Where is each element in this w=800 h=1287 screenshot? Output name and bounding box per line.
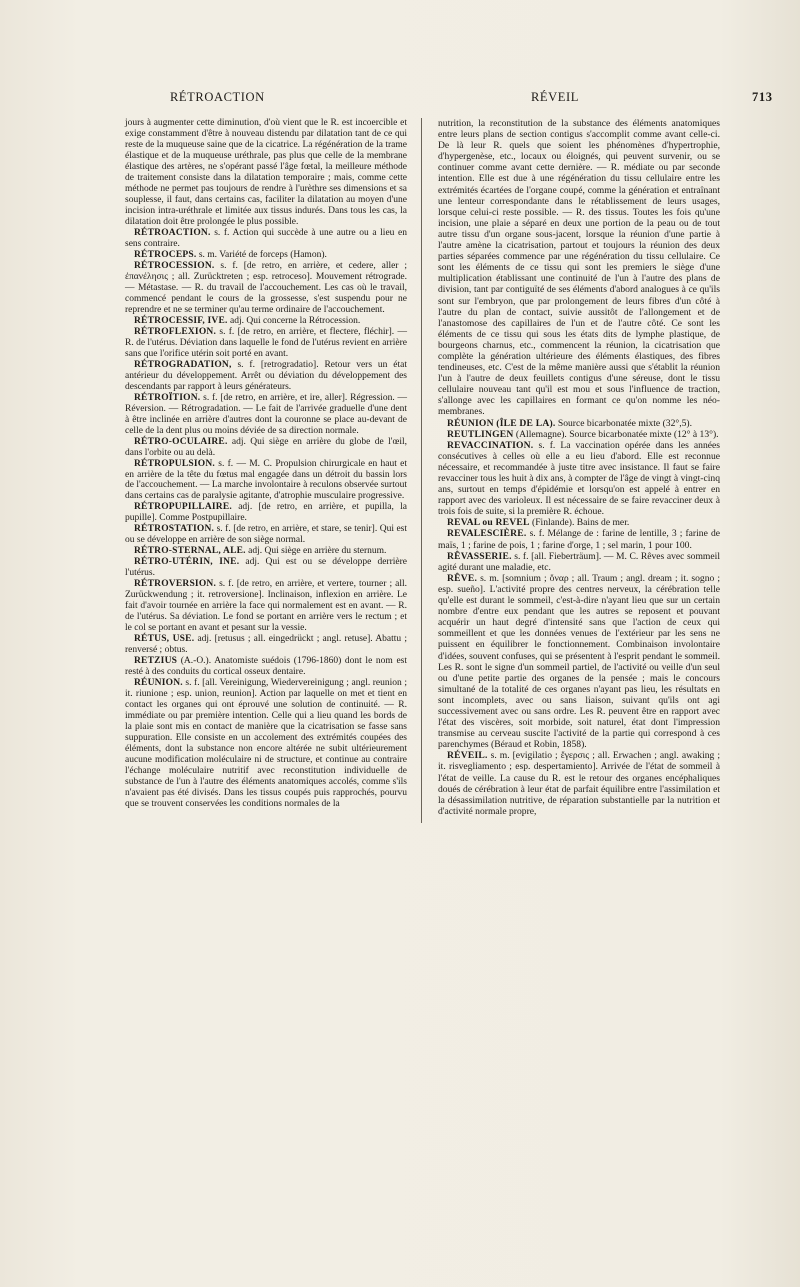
entry-text: s. f. [de retro, en arrière, et stare, se tenir]. Qui est ou se développe en arrière de son siège normal. [125, 524, 407, 546]
entry-text: s. f. [all. Fieberträum]. — M. C. Rêves avec sommeil agité durant une maladie, etc. [438, 550, 720, 573]
dictionary-entry [438, 517, 720, 528]
entry-headword: RÉUNION. [134, 678, 183, 689]
entry-headword: RETZIUS [134, 656, 178, 667]
entry-text: s. f. [retrogradatio]. Retour vers un état antérieur du développement. Arrêt ou déviation du développement des descendants par rapport à leurs générateurs. [125, 359, 407, 392]
dictionary-entry [125, 557, 407, 579]
dictionary-entry [438, 551, 720, 573]
entry-headword: RÉTROSTATION. [134, 524, 215, 535]
entry-headword: RÉTRO-OCULAIRE. [134, 436, 228, 447]
entry-headword: RÉVEIL. [447, 750, 488, 762]
entry-headword: RÉTROGRADATION, [134, 359, 232, 370]
dictionary-entry [438, 418, 720, 429]
dictionary-entry [125, 579, 407, 634]
entry-text: s. m. Variété de forceps (Hamon). [196, 249, 327, 260]
running-head-right: RÉVEIL [531, 90, 580, 104]
entry-text: (A.-O.). Anatomiste suédois (1796-1860) dont le nom est resté à des conduits du cortical osseux dentaire. [125, 656, 407, 678]
entry-headword: RÉTRO-UTÉRIN, INE. [134, 557, 240, 568]
entry-text: s. m. [somnium ; ὄναρ ; all. Traum ; angl. dream ; it. sogno ; esp. sueño]. L'activité propre des centres nerveux, la cérébration telle qu'elle est durant le sommeil, c'est-à-dire n'ayant lieu que sur un certain nombre d'entre eux pendant que les autres se reposent et pouvant acquérir un haut degré d'intensité sans que l'action de ceux qui sommeillent et que les données venues de l'extérieur par les sens ne puissent en équilibrer le fonctionnement. Combinaison involontaire d'idées, souvent confuses, qui se présentent à l'esprit pendant le sommeil. Les R. sont le signe d'un sommeil partiel, de l'activité ou veille d'un seul ou d'une petite partie des organes de la pensée ; mais le concours simultané de la totalité de ces organes n'ayant pas lieu, les résultats en sont incomplets, avec ou sans liaison, suivant qu'ils ont agi successivement avec ou sans ordre. Les R. peuvent être en rapport avec l'état des viscères, soit morbide, soit naturel, état dont l'impression transmise au cerveau suscite l'activité de la partie qui correspond à ces parenchymes (Béraud et Robin, 1858). [438, 572, 720, 751]
dictionary-entry [438, 440, 720, 518]
entry-text: Source bicarbonatée mixte (32°,5). [555, 417, 692, 429]
dictionary-entry [125, 393, 407, 437]
entry-text: adj. Qui siège en arrière du sternum. [245, 546, 387, 557]
entry-headword: REVALESCIÈRE. [447, 528, 527, 540]
entry-headword: RÉTROVERSION. [134, 579, 217, 590]
left-column [125, 118, 407, 810]
dictionary-entry [125, 502, 407, 524]
entry-text: s. f. Mélange de : farine de lentille, 3 ; farine de maïs, 1 ; farine de pois, 1 ; farine d'orge, 1 ; sel marin, 1 pour 100. [438, 528, 720, 551]
dictionary-entry [125, 546, 407, 557]
dictionary-entry [125, 261, 407, 316]
entry-headword: RÊVASSERIE. [447, 550, 512, 562]
entry-text: s. f. La vaccination opérée dans les années consécutives à celles où elle a eu lieu d'abord. Elle est reconnue nécessaire, et recommandée à juste titre avec insistance. Il faut se faire revacciner tous les huit à dix ans, à compter de l'âge de vingt à vingt-cinq ans, surtout en temps d'épidémie et lorsqu'on est appelé à entrer en rapport avec des varioleux. Il est nécessaire de se faire revacciner deux à trois fois de suite, si la première R. échoue. [438, 439, 720, 518]
entry-text: s. f. — M. C. Propulsion chirurgicale en haut et en arrière de la tête du fœtus mal engagée dans un détroit du bassin lors de l'accouchement. — La marche involontaire à reculons observée surtout dans certains cas de paralysie agitante, d'atrophie musculaire progressive. [125, 458, 407, 502]
entry-text: s. f. Action qui succède à une autre ou a lieu en sens contraire. [125, 227, 407, 249]
dictionary-entry [125, 524, 407, 546]
dictionary-entry [125, 634, 407, 656]
dictionary-entry [125, 437, 407, 459]
entry-headword: RÉTROCEPS. [134, 249, 197, 260]
entry-headword: RÉTROPULSION. [134, 458, 215, 469]
entry-headword: RÉTROCESSION. [134, 260, 215, 271]
dictionary-entry [438, 750, 720, 817]
entry-text: s. f. [de retro, en arrière, et vertere, tourner ; all. Zurückwendung ; it. retroversione]. Inclinaison, inflexion en arrière. Le fait d'avoir tournée en arrière la face qui normalement est en avant. — R. de l'utérus. Sa déviation. Le fond se portant en arrière vers le rectum ; et le col se portant en avant et pesant sur la vessie. [125, 579, 407, 634]
dictionary-entry [125, 360, 407, 393]
dictionary-entry [125, 459, 407, 503]
entry-text: jours à augmenter cette diminution, d'où vient que le R. est incoercible et exige constamment d'être à nouveau distendu par dilatation tant de ce qui reste de la muqueuse saine que de la cicatrice. La régénération de la trame élastique et de la muqueuse uréthrale, pas plus que celle de la membrane élastique des artères, ne s'opérant passé l'âge fœtal, la meilleure méthode de traitement consiste dans la dilatation temporaire ; mais, comme cette méthode ne permet pas toujours de rendre à l'urèthre ses dimensions et sa souplesse, il faut, dans certains cas, faciliter la dilatation au moyen d'une incision intra-uréthrale et limitée aux tissus indurés. Dans tous les cas, la dilatation doit être prolongée le plus possible. [125, 118, 407, 227]
page-number: 713 [752, 90, 773, 104]
dictionary-entry [438, 528, 720, 550]
dictionary-entry [125, 228, 407, 250]
entry-text: adj. Qui est ou se développe derrière l'utérus. [125, 557, 407, 579]
entry-headword: RÉTROCESSIF, IVE. [134, 315, 228, 326]
entry-headword: RÉTROPUPILLAIRE. [134, 502, 232, 513]
entry-text: s. f. [de retro, en arrière, et cedere, aller ; ἐπανέλησις ; all. Zurücktreten ; esp. retroceso]. Mouvement rétrograde. — Métastase. — R. du travail de l'accouchement. Les cas où le travail, commencé pendant le cours de la grossesse, s'est suspendu pour ne reprendre et ne se terminer qu'au terme ordinaire de l'accouchement. [125, 260, 407, 315]
dictionary-entry [125, 316, 407, 327]
entry-text: adj. Qui concerne la Rétrocession. [227, 315, 361, 326]
running-head-left: RÉTROACTION [170, 90, 265, 104]
dictionary-entry [125, 656, 407, 678]
entry-text: (Allemagne). Source bicarbonatée mixte (12° à 13°). [513, 428, 719, 440]
entry-text: s. m. [evigilatio ; ἔγερσις ; all. Erwachen ; angl. awaking ; it. risvegliamento ; esp. despertamiento]. Arrivée de l'état de sommeil à l'état de veille. La cause du R. est le retour des organes encéphaliques doués de cérébration à leur état de parfait équilibre entre l'assimilation et la désassimilation nutritive, de réparation substantielle par la nutrition et d'activité normale propre, [438, 750, 720, 817]
entry-text: adj. Qui siège en arrière du globe de l'œil, dans l'orbite ou au delà. [125, 436, 407, 458]
entry-continuation [125, 118, 407, 228]
entry-headword: RÉTROFLEXION. [134, 326, 217, 337]
entry-text: adj. [de retro, en arrière, et pupilla, la pupille]. Comme Postpupillaire. [125, 502, 407, 524]
entry-headword: REVAL ou REVEL [447, 517, 530, 529]
entry-text: s. f. [all. Vereinigung, Wiedervereinigung ; angl. reunion ; it. riunione ; esp. union, reunion]. Action par laquelle on met et tient en contact les organes qui ont éprouvé une solution de continuité. — R. immédiate ou par première intention. Celle qui a lieu quand les bords de la plaie sont mis en contact de manière que la cicatrisation se fasse sans suppuration. Elle consiste en un accolement des extrémités coupées des éléments, dont la substance non encore altérée ne subit ultérieurement aucune modification moléculaire ni de structure, et continue au contraire l'échange moléculaire nutritif avec reconstitution individuelle de substance de l'un à l'autre des éléments anatomiques accolés, comme s'ils n'avaient pas été divisés. Dans les tissus coupés puis rapprochés, pourvu que se trouvent conservées les conditions normales de la [125, 678, 407, 810]
entry-headword: REVACCINATION. [447, 439, 534, 451]
dictionary-entry [438, 429, 720, 440]
column-divider [421, 118, 422, 823]
dictionary-entry [125, 327, 407, 360]
entry-continuation [438, 118, 720, 418]
right-column [438, 118, 720, 817]
entry-headword: REUTLINGEN [447, 428, 514, 440]
dictionary-entry [125, 250, 407, 261]
dictionary-entry [438, 573, 720, 751]
entry-text: (Finlande). Bains de mer. [529, 517, 630, 529]
entry-headword: RÉTROACTION. [134, 227, 211, 238]
entry-headword: RÊVE. [447, 572, 478, 584]
entry-text: adj. [retusus ; all. eingedrückt ; angl. retuse]. Abattu ; renversé ; obtus. [125, 634, 407, 656]
entry-text: nutrition, la reconstitution de la substance des éléments anatomiques entre leurs plans de section contigus s'accomplit comme avant celle-ci. De là leur R. quels que soient les phénomènes d'hypertrophie, d'hypergenèse, etc., locaux ou éloignés, qui peuvent survenir, ou se continuer comme avant cette dernière. — R. médiate ou par seconde intention. Elle est due à une régénération du tissu cellulaire entre les extrémités écartées de l'organe coupé, comme la génération et entraînant une lenteur correspondante dans le rétablissement de leurs usages, lorsque celui-ci reste possible. — R. des tissus. Toutes les fois qu'une incision, une plaie a séparé en deux une portion de la peau ou de tout autre tissu d'un organe sous-jacent, lorsque la réunion d'une partie à l'autre amène la cicatrisation, partout et toujours la réunion des deux parties séparées commence par une régénération du tissu cellulaire. Ce sont les éléments de ce tissu qui sont les premiers le siège d'une multiplication établissant une continuité de l'un à l'autre des plans de division, tant par contiguïté de ses éléments d'abord analogues à ce qu'ils sont sur l'embryon, que par prolongement de leurs fibres d'un côté à l'autre du plan de contact, suivie aussitôt de l'allongement et de l'anastomose des capillaires de l'un et de l'autre côté. Ce sont les éléments de ce tissu qui sous les états dits de lymphe plastique, de bourgeons charnus, etc., commencent la réunion, la cicatrisation que complète la génération ultérieure des éléments élastiques, des fibres tendineuses, etc. C'est de la même manière aussi que s'établit la réunion l'un à l'autre de deux feuillets contigus d'une séreuse, dont le tissu cellulaire nouveau tant qu'il est mou et sous l'influence de traction, s'allonge avec les capillaires en formant ce qu'on nomme les néo-membranes. [438, 118, 720, 418]
dictionary-entry [125, 678, 407, 810]
entry-headword: RÉUNION (ÎLE DE LA). [447, 417, 556, 429]
entry-headword: RÉTUS, USE. [134, 634, 195, 645]
entry-headword: RÉTROÏTION. [134, 392, 201, 403]
entry-headword: RÉTRO-STERNAL, ALE. [134, 546, 246, 557]
entry-text: s. f. [de retro, en arrière, et ire, aller]. Régression. — Réversion. — Rétrogradation. — Le fait de l'arrivée graduelle d'une dent à être inclinée en arrière d'autres dont la couronne se place au-devant de celle de la dent plus ou moins déviée de sa direction normale. [125, 392, 407, 436]
entry-text: s. f. [de retro, en arrière, et flectere, fléchir]. — R. de l'utérus. Déviation dans laquelle le fond de l'utérus revient en arrière sans que l'orifice utérin soit porté en avant. [125, 326, 407, 359]
